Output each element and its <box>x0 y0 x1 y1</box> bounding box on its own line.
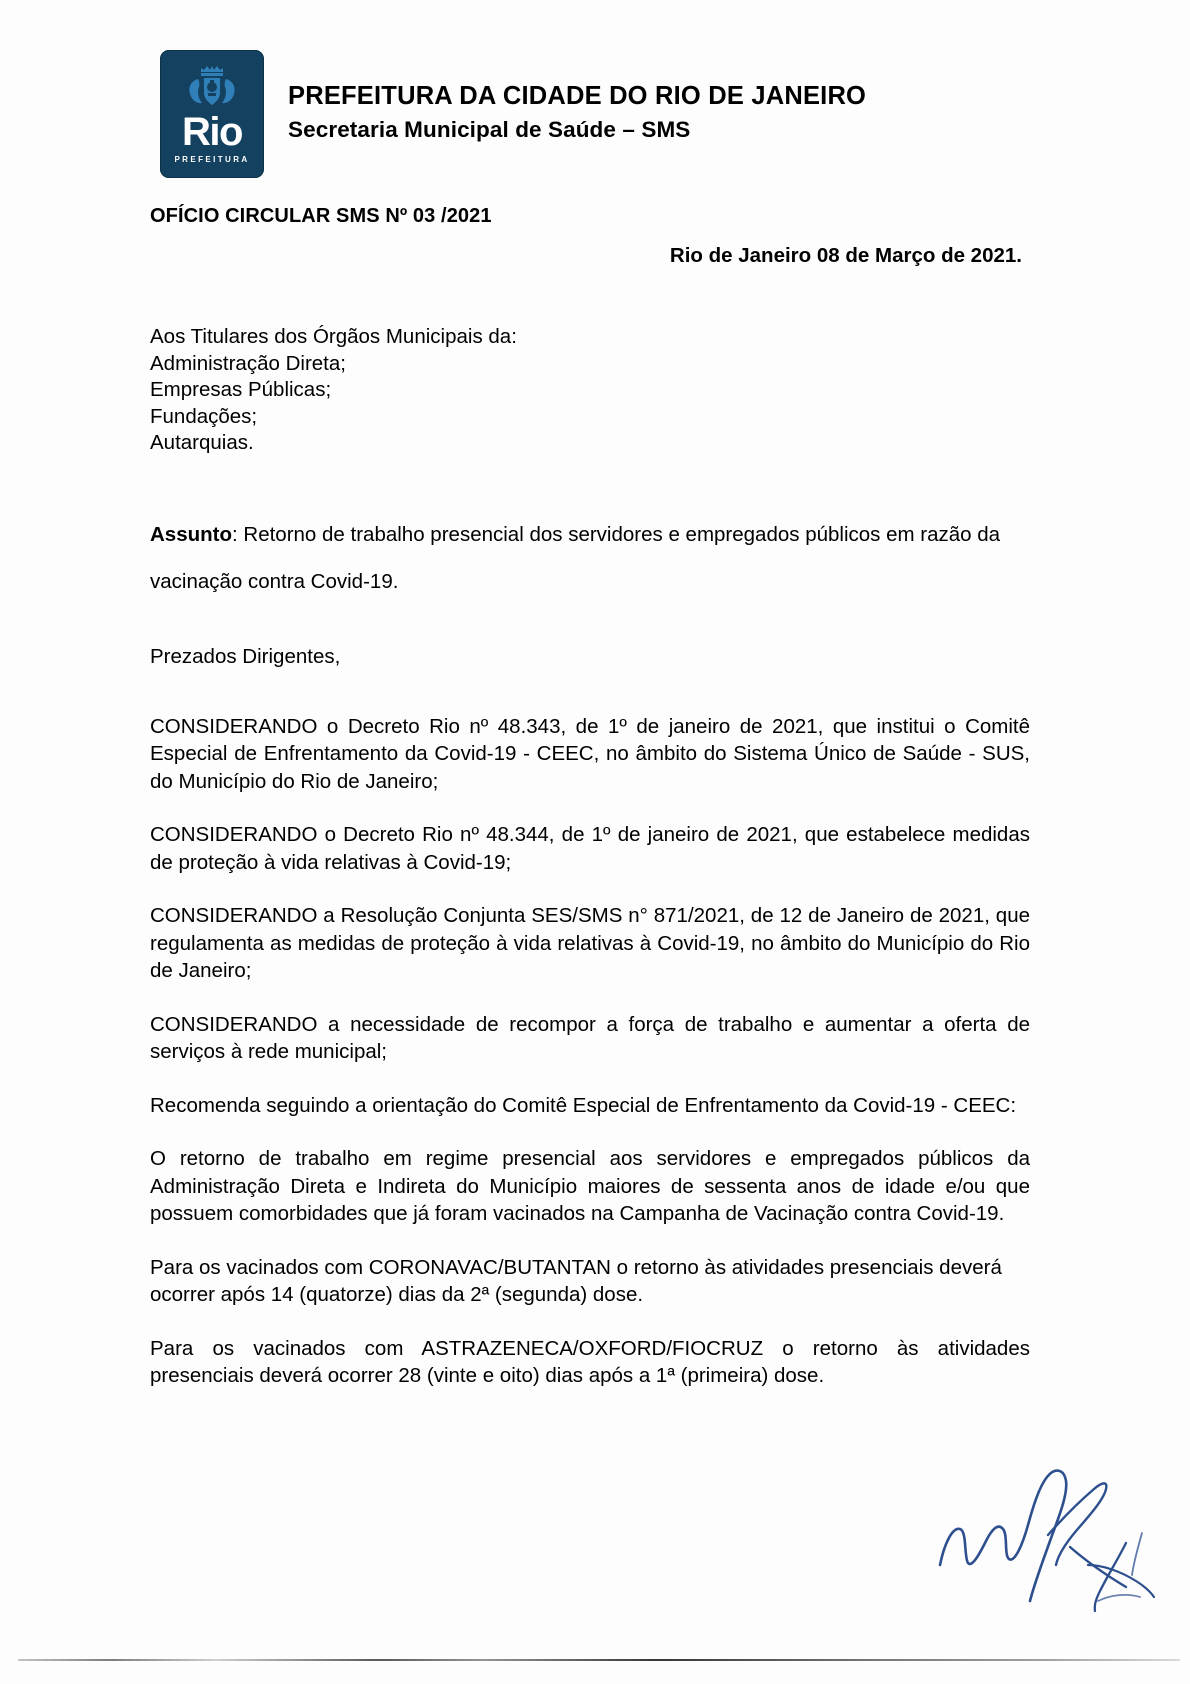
addressee-block <box>150 324 1030 457</box>
organization-name: PREFEITURA DA CIDADE DO RIO DE JANEIRO <box>288 82 867 110</box>
letter-body <box>150 205 1030 1416</box>
addressee-line: Empresas Públicas; <box>150 378 332 401</box>
subject-line <box>150 511 1030 605</box>
paragraph-coronavac: Para os vacinados com CORONAVAC/BUTANTAN o retorno às atividades presenciais deverá ocorrer após 14 (quatorze) dias da 2ª (segunda) dose. <box>150 1255 1002 1306</box>
paragraph-return-to-work: O retorno de trabalho em regime presencial aos servidores e empregados públicos da Administração Direta e Indireta do Município maiores de sessenta anos de idade e/ou que possuem comorbidades que já foram vacinados na Campanha de Vacinação contra Covid-19. <box>150 1147 1030 1225</box>
letterhead-text <box>288 50 866 146</box>
paragraph-considerando-4: CONSIDERANDO a necessidade de recompor a força de trabalho e aumentar a oferta de serviços à rede municipal; <box>150 1012 1030 1063</box>
scan-edge-artifact <box>18 1659 1180 1661</box>
salutation: Prezados Dirigentes, <box>150 644 341 668</box>
subject-label: Assunto <box>150 522 232 546</box>
addressee-line: Fundações; <box>150 404 258 428</box>
paragraph-considerando-3: CONSIDERANDO a Resolução Conjunta SES/SMS n° 871/2021, de 12 de Janeiro de 2021, que regulamenta as medidas de proteção à vida relativas à Covid-19, no âmbito do Município do Rio de Janeiro; <box>150 904 1030 982</box>
letterhead <box>160 50 866 178</box>
signature-mark <box>930 1415 1160 1615</box>
department-name: Secretaria Municipal de Saúde – SMS <box>288 117 691 142</box>
paragraph-considerando-1: CONSIDERANDO o Decreto Rio nº 48.343, de 1º de janeiro de 2021, que institui o Comitê Especial de Enfrentamento da Covid-19 - CEEC, no âmbito do Sistema Único de Saúde - SUS, do Município do Rio de Janeiro; <box>150 714 1030 793</box>
rio-prefeitura-logo <box>160 50 264 178</box>
paragraph-astrazeneca: Para os vacinados com ASTRAZENECA/OXFORD/FIOCRUZ o retorno às atividades presenciais deverá ocorrer 28 (vinte e oito) dias após a 1ª (primeira) dose. <box>150 1336 1030 1387</box>
paragraph-recommendation-intro: Recomenda seguindo a orientação do Comitê Especial de Enfrentamento da Covid-19 - CEEC: <box>150 1093 1017 1117</box>
addressee-line: Administração Direta; <box>150 351 346 375</box>
logo-wordmark: Rio <box>182 110 242 154</box>
paragraph-considerando-2: CONSIDERANDO o Decreto Rio nº 48.344, de 1º de janeiro de 2021, que estabelece medidas de proteção à vida relativas à Covid-19; <box>150 823 1030 874</box>
coat-of-arms-icon <box>160 63 264 111</box>
place-and-date: Rio de Janeiro 08 de Março de 2021. <box>669 244 1022 267</box>
addressee-line: Autarquias. <box>150 431 254 454</box>
subject-text: Retorno de trabalho presencial dos servidores e empregados públicos em razão da vacinação contra Covid-19. <box>150 522 1001 593</box>
subject-separator: : <box>232 522 244 546</box>
logo-subtitle: PREFEITURA <box>174 155 250 164</box>
document-number: OFÍCIO CIRCULAR SMS Nº 03 /2021 <box>150 205 492 227</box>
addressee-line: Aos Titulares dos Órgãos Municipais da: <box>150 325 517 348</box>
